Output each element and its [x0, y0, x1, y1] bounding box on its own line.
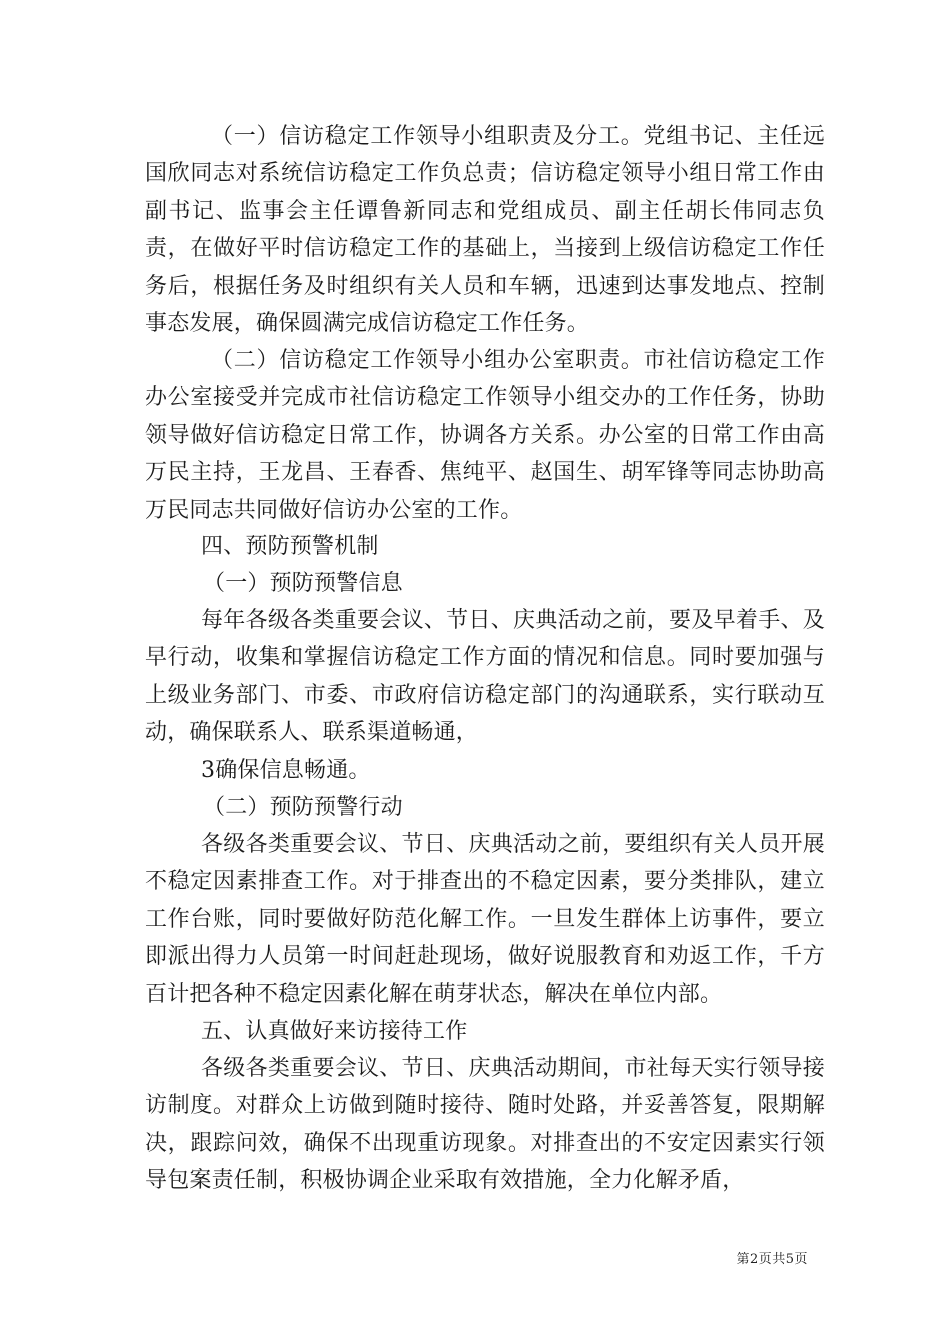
paragraph-warning-action: 各级各类重要会议、节日、庆典活动之前，要组织有关人员开展不稳定因素排查工作。对于排查出的不稳定因素，要分类排队，建立工作台账，同时要做好防范化解工作。一旦发生群体上访事件，要立即派出得力人员第一时间赶赴现场，做好说服教育和劝返工作，千方百计把各种不稳定因素化解在萌芽状态，解决在单位内部。 [145, 832, 825, 1007]
paragraph-info-flow: 3确保信息畅通。 [201, 758, 371, 783]
paragraph-leadership-duties: （一）信访稳定工作领导小组职责及分工。党组书记、主任远国欣同志对系统信访稳定工作负总责；信访稳定领导小组日常工作由副书记、监事会主任谭鲁新同志和党组成员、副主任胡长伟同志负责，在做好平时信访稳定工作的基础上，当接到上级信访稳定工作任务后，根据任务及时组织有关人员和车辆，迅速到达事发地点、控制事态发展，确保圆满完成信访稳定工作任务。 [145, 124, 825, 337]
subheading-warning-info: （一）预防预警信息 [203, 571, 403, 596]
paragraph-visitor-reception: 各级各类重要会议、节日、庆典活动期间，市社每天实行领导接访制度。对群众上访做到随时接待、随时处路，并妥善答复，限期解决，跟踪问效，确保不出现重访现象。对排查出的不安定因素实行领导包案责任制，积极协调企业采取有效措施，全力化解矛盾， [145, 1056, 825, 1194]
paragraph-warning-info: 每年各级各类重要会议、节日、庆典活动之前，要及早着手、及早行动，收集和掌握信访稳定工作方面的情况和信息。同时要加强与上级业务部门、市委、市政府信访稳定部门的沟通联系，实行联动互动，确保联系人、联系渠道畅通， [145, 608, 825, 746]
paragraph-office-duties: （二）信访稳定工作领导小组办公室职责。市社信访稳定工作办公室接受并完成市社信访稳定工作领导小组交办的工作任务，协助领导做好信访稳定日常工作，协调各方关系。办公室的日常工作由高万民主持，王龙昌、王春香、焦纯平、赵国生、胡军锋等同志协助高万民同志共同做好信访办公室的工作。 [145, 348, 825, 523]
heading-visitor-reception: 五、认真做好来访接待工作 [201, 1019, 468, 1044]
heading-prevention-warning: 四、预防预警机制 [201, 534, 379, 559]
subheading-warning-action: （二）预防预警行动 [203, 795, 403, 820]
page-number-footer: 第2页共5页 [736, 1252, 808, 1267]
